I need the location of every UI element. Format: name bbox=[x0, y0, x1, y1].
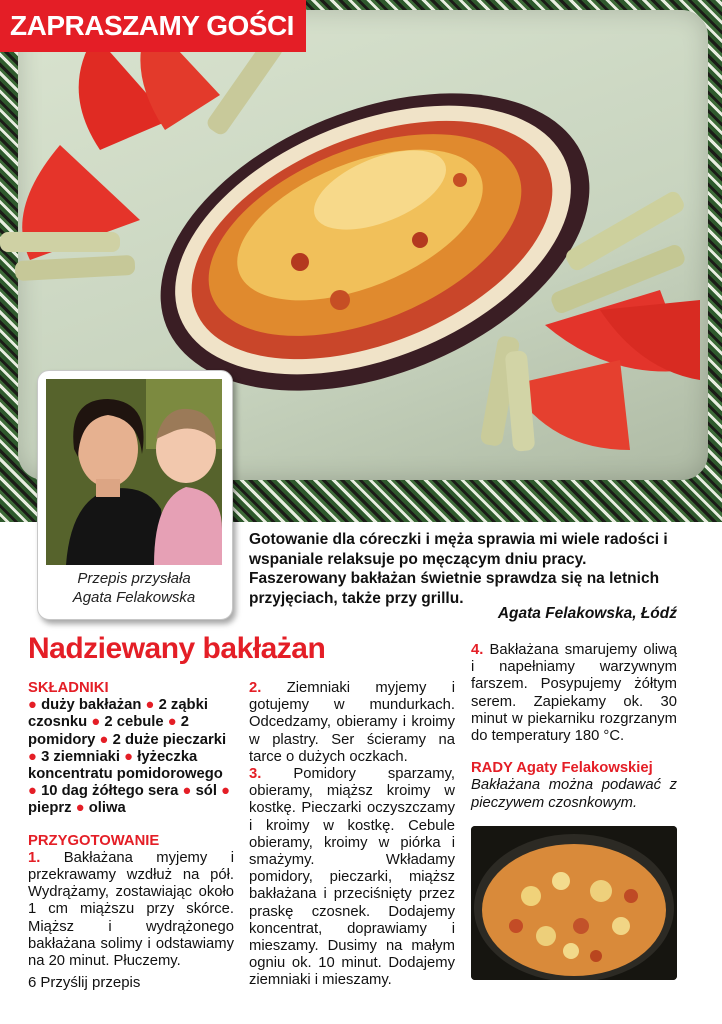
ingredient: 2 pomidory bbox=[28, 714, 190, 748]
vegetable-filling-illustration bbox=[471, 826, 677, 980]
bullet-icon: ● bbox=[28, 697, 37, 714]
step-text: Pomidory sparzamy, obieramy, miąższ kroimy w kostkę. Pieczarki oczyszczamy i kroimy w kostkę. Cebule obieramy, kroimy w piórka i smażymy. Wkładamy pomidory, pieczarki, miąższ bakłażana i przeciśnięty przez praskę czosnek. Dodajemy koncentrat, doprawiamy i mieszamy. Dusimy na małym ogniu ok. 10 minut. Dodajemy ziemniaki i mieszamy. bbox=[249, 766, 455, 989]
section-title: ZAPRASZAMY GOŚCI bbox=[10, 10, 294, 41]
bullet-icon: ● bbox=[145, 697, 155, 714]
column-2 bbox=[249, 680, 455, 990]
step-number: 2. bbox=[249, 680, 262, 696]
bullet-icon: ● bbox=[75, 800, 85, 817]
step-number: 4. bbox=[471, 642, 484, 658]
preparation-heading: PRZYGOTOWANIE bbox=[28, 832, 160, 849]
vegetable-filling-photo bbox=[471, 826, 677, 980]
intro-text: Gotowanie dla córeczki i męża sprawia mi wiele radości i wspaniale relaksuje po męczącym dniu pracy. Faszerowany bakłażan świetnie sprawdza się na letnich przyjęciach, także przy grillu. bbox=[249, 531, 668, 607]
ingredient: 10 dag żółtego sera bbox=[41, 783, 179, 800]
step-number: 3. bbox=[249, 766, 262, 783]
column-3 bbox=[471, 642, 677, 812]
ingredient: 2 cebule bbox=[104, 714, 164, 731]
page-number: 6 bbox=[28, 974, 37, 991]
tips-heading: RADY Agaty Felakowskiej bbox=[471, 760, 653, 777]
step-2 bbox=[249, 680, 455, 766]
column-1 bbox=[28, 680, 234, 970]
tips-text: Bakłażana można podawać z pieczywem czosnkowym. bbox=[471, 777, 677, 811]
page-footer bbox=[28, 974, 140, 991]
recipe-title: Nadziewany bakłażan bbox=[28, 632, 326, 665]
ingredients-list bbox=[28, 697, 234, 817]
section-title-bar bbox=[0, 0, 306, 52]
caption-line-2: Agata Felakowska bbox=[72, 589, 196, 606]
bullet-icon: ● bbox=[182, 783, 192, 800]
author-caption bbox=[37, 569, 231, 607]
author-photo bbox=[46, 379, 222, 565]
bullet-icon: ● bbox=[99, 731, 109, 748]
bullet-icon: ● bbox=[28, 748, 37, 765]
ingredient: łyżeczka koncentratu pomidorowego bbox=[28, 748, 223, 783]
author-portrait-illustration bbox=[46, 379, 222, 565]
bullet-icon: ● bbox=[124, 748, 134, 765]
step-3 bbox=[249, 766, 455, 990]
ingredient: oliwa bbox=[88, 800, 126, 817]
bullet-icon: ● bbox=[28, 783, 37, 800]
step-1 bbox=[28, 850, 234, 970]
intro-signature: Agata Felakowska, Łódź bbox=[497, 605, 677, 622]
footer-label: Przyślij przepis bbox=[40, 974, 141, 991]
step-4 bbox=[471, 642, 677, 745]
ingredient: duży bakłażan bbox=[41, 697, 142, 714]
bullet-icon: ● bbox=[91, 714, 101, 731]
ingredient: pieprz bbox=[28, 800, 72, 817]
bullet-icon: ● bbox=[167, 714, 177, 731]
ingredients-heading: SKŁADNIKI bbox=[28, 680, 109, 696]
ingredient: 3 ziemniaki bbox=[41, 748, 121, 765]
ingredient: 2 duże pieczarki bbox=[112, 731, 227, 748]
caption-line-1: Przepis przysłała bbox=[77, 570, 191, 587]
ingredient: 2 ząbki czosnku bbox=[28, 697, 208, 731]
step-text: Ziemniaki myjemy i gotujemy w mundurkach. Odcedzamy, obieramy i kroimy w plastry. Ser ścieramy na tarce o dużych oczkach. bbox=[249, 680, 455, 765]
step-number: 1. bbox=[28, 849, 41, 866]
bullet-icon: ● bbox=[221, 783, 231, 800]
step-text: Bakłażana myjemy i przekrawamy wzdłuż na pół. Wydrążamy, zostawiając około 1 cm miąższu przy skórce. Miąższ i wydrążonego bakłażana solimy i odstawiamy na 20 minut. Płuczemy. bbox=[28, 849, 234, 970]
ingredient: sól bbox=[195, 783, 217, 800]
step-text: Bakłażana smarujemy oliwą i napełniamy warzywnym farszem. Posypujemy żółtym serem. Zapiekamy ok. 30 minut w piekarniku rozgrzanym do temperatury 180 °C. bbox=[471, 642, 677, 745]
